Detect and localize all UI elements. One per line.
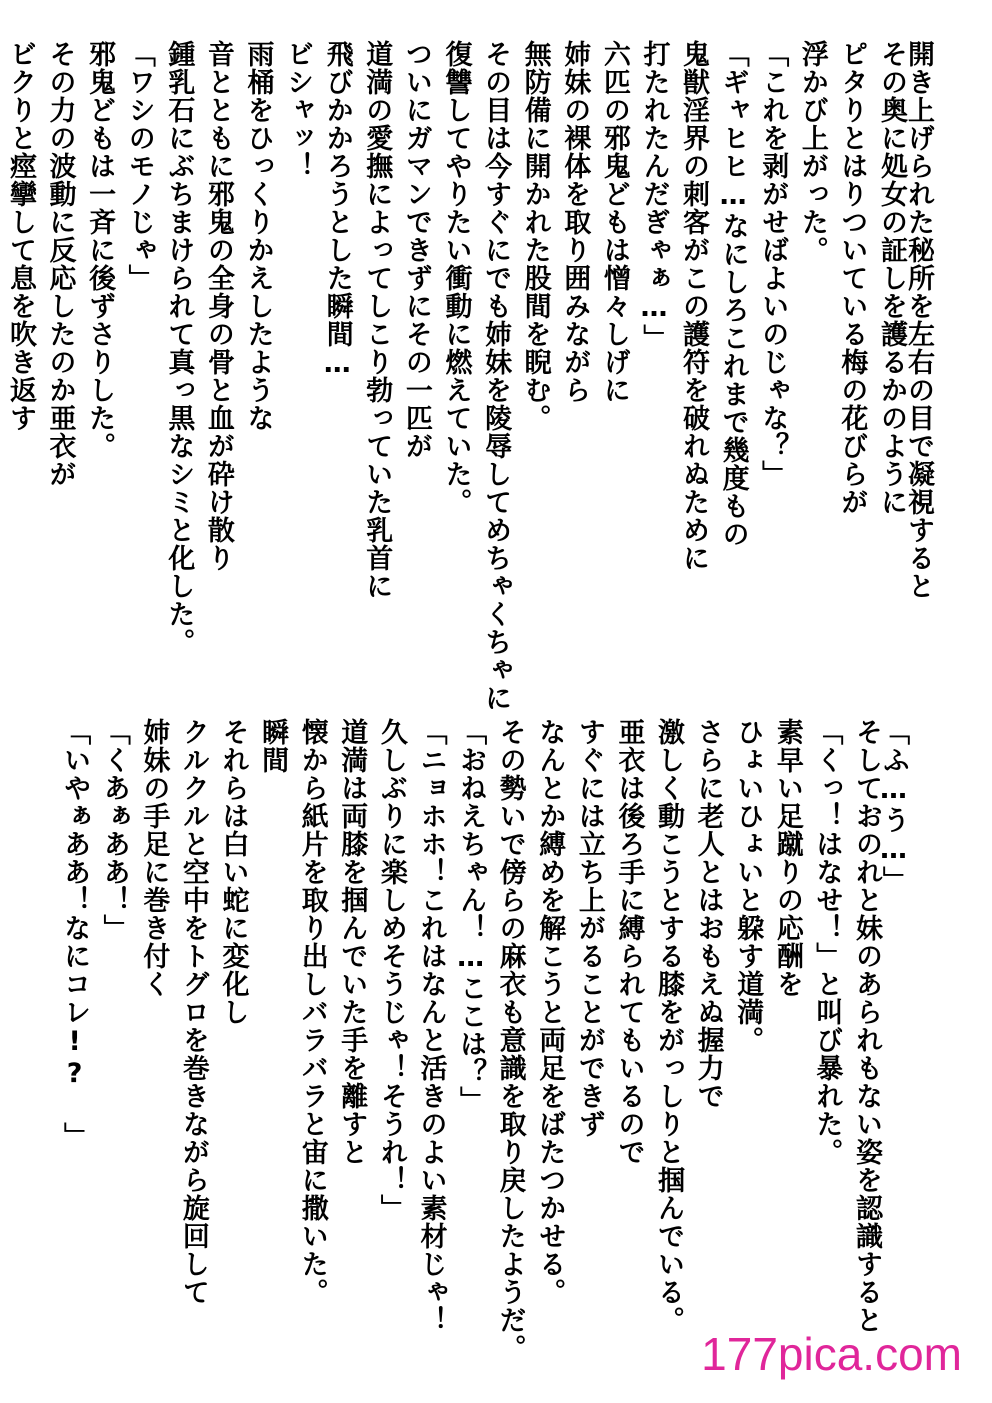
text-line: 開き上げられた秘所を左右の目で凝視すると — [903, 40, 934, 600]
text-line: 道満は両膝を掴んでいた手を離すと — [336, 718, 368, 1166]
text-line: 久しぶりに楽しめそうじゃ！そうれ！」 — [375, 718, 407, 1222]
text-line: ついにガマンできずにその一匹が — [400, 40, 432, 460]
text-line: 雨桶をひっくりかえしたような — [242, 40, 274, 432]
text-line: 「ふ…う…」 — [878, 718, 909, 894]
text-line: 「いやぁああ！なにコレ!? 」 — [59, 718, 91, 1150]
text-line: その力の波動に反応したのか亜衣が — [44, 40, 76, 488]
text-line: 亜衣は後ろ手に縛られてもいるので — [613, 718, 645, 1166]
text-line: その奥に処女の証しを護るかのように — [876, 40, 907, 516]
text-line: 復讐してやりたい衝動に燃えていた。 — [440, 40, 472, 516]
text-line: そしておのれと妹のあられもない姿を認識すると — [851, 718, 882, 1334]
text-line: 姉妹の裸体を取り囲みながら — [559, 40, 591, 404]
text-line: 激しく動こうとする膝をがっしりと掴んでいる。 — [653, 718, 685, 1334]
text-line: 打たれたんだぎゃぁ…」 — [638, 40, 670, 352]
text-line: 姉妹の手足に巻き付く — [138, 718, 170, 998]
text-line: 六匹の邪鬼どもは憎々しげに — [598, 40, 630, 404]
text-line: 素早い足蹴りの応酬を — [771, 718, 803, 998]
text-line: すぐには立ち上がることができず — [573, 718, 605, 1138]
text-line: それらは白い蛇に変化し — [217, 718, 249, 1026]
text-line: 「ワシのモノじゃ」 — [123, 40, 155, 292]
text-line: 鍾乳石にぶちまけられて真っ黒なシミと化した。 — [163, 40, 195, 656]
text-line: 「ギャヒヒ…なにしろこれまで幾度もの — [717, 40, 749, 548]
text-line: ビクりと痙攣して息を吹き返す — [4, 40, 36, 432]
text-line: 瞬間 — [257, 718, 289, 774]
text-line: 飛びかかろうとした瞬間… — [321, 40, 353, 380]
text-line: 浮かび上がった。 — [796, 40, 828, 264]
text-line: 邪鬼どもは一斉に後ずさりした。 — [84, 40, 116, 460]
text-line: 懐から紙片を取り出しバラバラと宙に撒いた。 — [296, 718, 328, 1306]
text-line: 「ニョホホ！これはなんと活きのよい素材じゃ！ — [415, 718, 447, 1334]
text-line: さらに老人とはおもえぬ握力で — [692, 718, 724, 1110]
text-line: 「おねえちゃん！…ここは？」 — [455, 718, 487, 1114]
text-line: ピタりとはりついている梅の花びらが — [836, 40, 868, 516]
text-line: 「これを剥がせばよいのじゃな？」 — [757, 40, 789, 488]
text-line: ビシャッ！ — [282, 40, 314, 180]
text-line: 音とともに邪鬼の全身の骨と血が砕け散り — [202, 40, 234, 572]
text-line: 鬼獣淫界の刺客がこの護符を破れぬために — [678, 40, 710, 572]
text-line: 無防備に開かれた股間を睨む。 — [519, 40, 551, 432]
text-line: その勢いで傍らの麻衣も意識を取り戻したようだ。 — [494, 718, 526, 1362]
text-line: 道満の愛撫によってしこり勃っていた乳首に — [361, 40, 393, 600]
text-line: クルクルと空中をトグロを巻きながら旋回して — [177, 718, 209, 1306]
text-line: 「くあぁああ！」 — [98, 718, 130, 942]
top-text-block — [0, 40, 934, 712]
text-line: その目は今すぐにでも姉妹を陵辱してめちゃくちゃに — [480, 40, 512, 712]
text-line: 「くっ！はなせ！」と叫び暴れた。 — [811, 718, 843, 1166]
text-line: なんとか縛めを解こうと両足をばたつかせる。 — [534, 718, 566, 1306]
text-line: ひょいひょいと躱す道満。 — [732, 718, 764, 1054]
watermark-text: 177pica.com — [701, 1328, 962, 1380]
